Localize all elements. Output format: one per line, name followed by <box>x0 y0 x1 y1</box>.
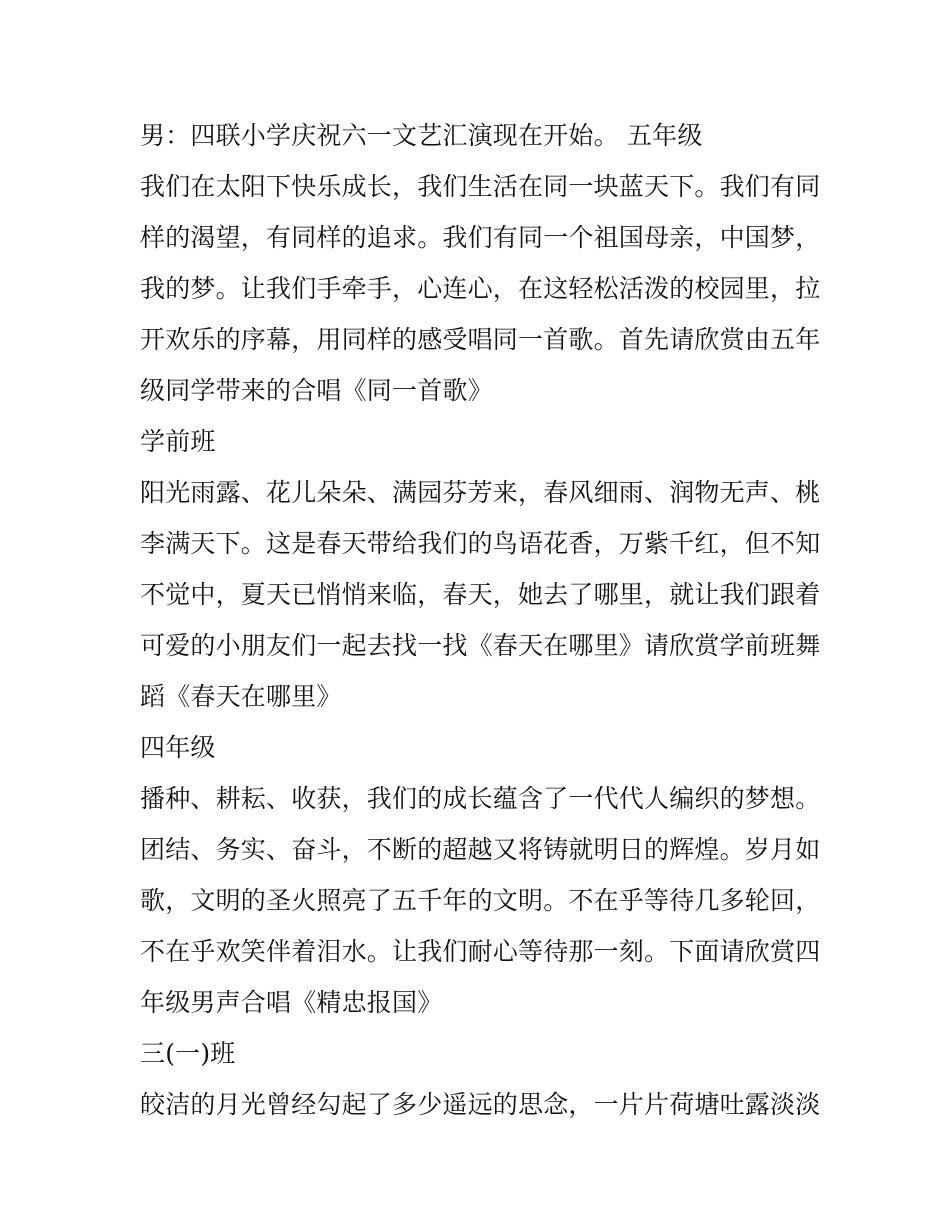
text-line: 我的梦。让我们手牵手，心连心，在这轻松活泼的校园里，拉 <box>140 274 821 303</box>
text-line: 不觉中，夏天已悄悄来临，春天，她去了哪里，就让我们跟着 <box>140 580 821 609</box>
text-line: 歌，文明的圣火照亮了五千年的文明。不在乎等待几多轮回， <box>140 886 821 915</box>
text-line: 男：四联小学庆祝六一文艺汇演现在开始。 五年级 <box>140 121 703 150</box>
section-heading: 三(一)班 <box>140 1039 236 1068</box>
text-line: 不在乎欢笑伴着泪水。让我们耐心等待那一刻。下面请欣赏四 <box>140 937 821 966</box>
text-line: 皎洁的月光曾经勾起了多少遥远的思念，一片片荷塘吐露淡淡 <box>140 1090 821 1119</box>
text-line: 阳光雨露、花儿朵朵、满园芬芳来，春风细雨、润物无声、桃 <box>140 478 821 507</box>
text-line: 团结、务实、奋斗，不断的超越又将铸就明日的辉煌。岁月如 <box>140 835 821 864</box>
text-line: 播种、耕耘、收获，我们的成长蕴含了一代代人编织的梦想。 <box>140 784 821 813</box>
text-line: 级同学带来的合唱《同一首歌》 <box>140 376 493 405</box>
text-line: 可爱的小朋友们一起去找一找《春天在哪里》请欣赏学前班舞 <box>140 631 821 660</box>
section-heading: 学前班 <box>140 427 216 456</box>
section-heading: 四年级 <box>140 733 216 762</box>
text-line: 我们在太阳下快乐成长，我们生活在同一块蓝天下。我们有同 <box>140 172 821 201</box>
text-line: 年级男声合唱《精忠报国》 <box>140 988 443 1017</box>
text-line: 蹈《春天在哪里》 <box>140 682 342 711</box>
text-line: 样的渴望，有同样的追求。我们有同一个祖国母亲，中国梦， <box>140 223 821 252</box>
text-line: 开欢乐的序幕，用同样的感受唱同一首歌。首先请欣赏由五年 <box>140 325 821 354</box>
text-line: 李满天下。这是春天带给我们的鸟语花香，万紫千红，但不知 <box>140 529 821 558</box>
